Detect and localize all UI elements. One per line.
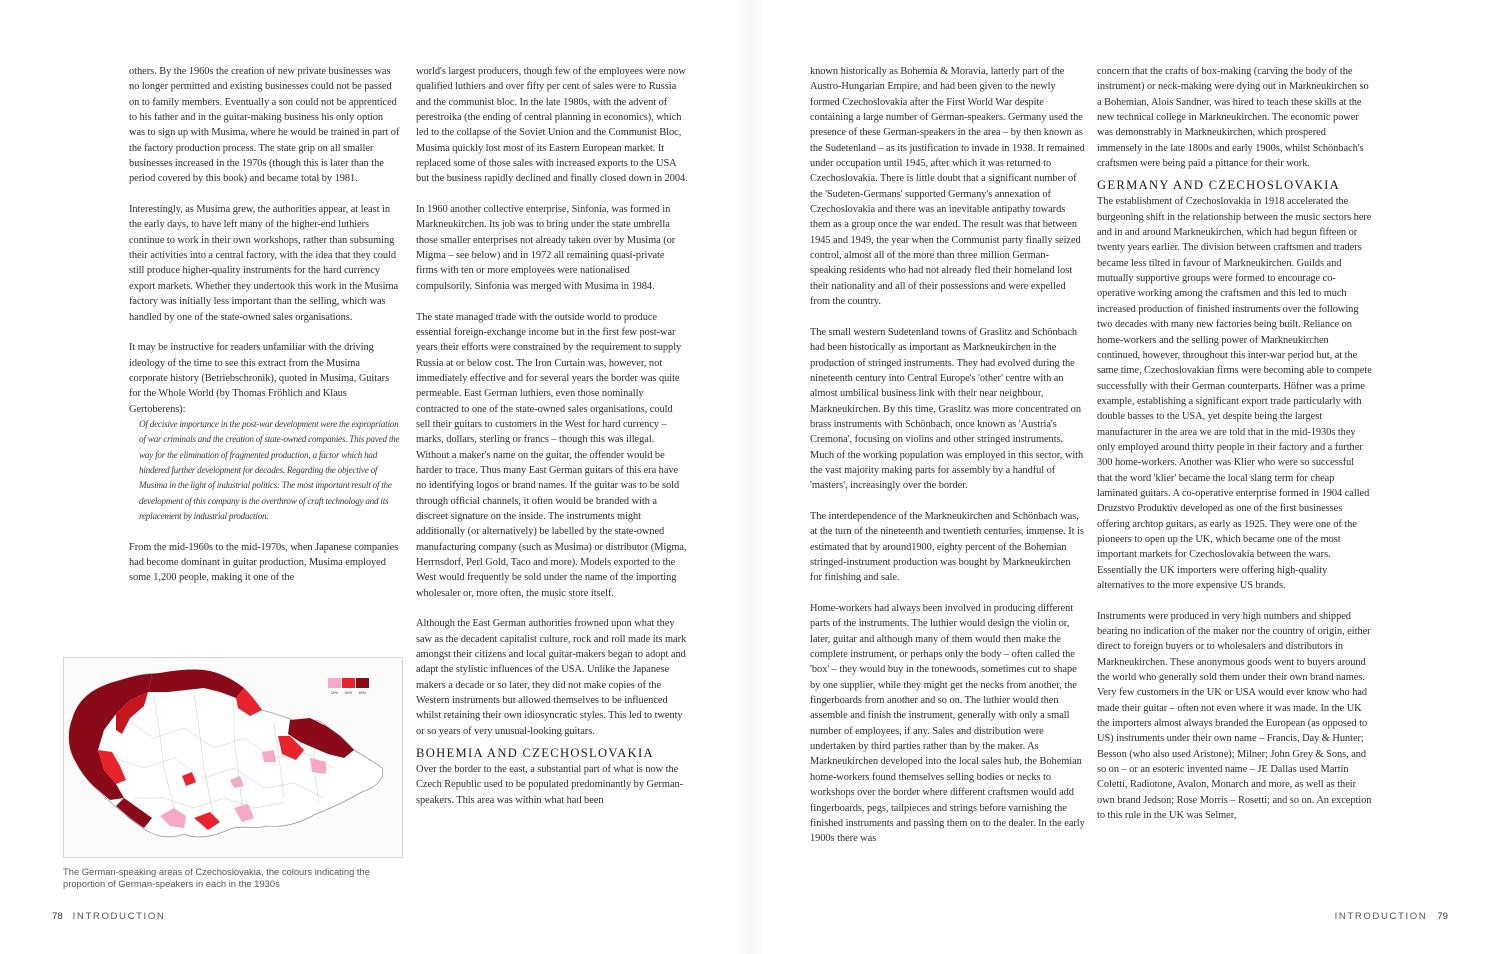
right-page-folio xyxy=(1335,911,1448,922)
paragraph: The small western Sudetenland towns of Graslitz and Schönbach had been historically as important as Markneukirchen in the production of stringed instruments. They had evolved during the nineteenth century into Central Europe's 'other' centre with an almost umbilical business link with their near neighbour, Markneukirchen. By this time, Graslitz was more concentrated on brass instruments with Schönbach, once known as 'Austria's Cremona', focusing on violins and other stringed instruments. Much of the working population was employed in this sector, with the vast majority making parts for assembly by a handful of 'masters', increasingly over the border. xyxy=(810,326,1084,492)
right-page-column-1 xyxy=(810,64,1085,862)
paragraph: It may be instructive for readers unfamiliar with the driving ideology of the time to see this extract from the Musima corporate history (Betriebschronik), quoted in Musima, Guitars for the Whole World (by Thomas Fröhlich and Klaus Gertoberens): xyxy=(129,342,390,415)
paragraph: Interestingly, as Musima grew, the authorities appear, at least in the early days, to have left many of the higher-end luthiers continue to work in their own workshops, rather than subsuming their activities into a central factory, with the idea that they could still produce higher-quality instruments for the hard currency export markets. Whether they undertook this work in the Musima factory was initially less important than the selling, which was handled by one of the state-owned sales organisations. xyxy=(129,204,399,323)
paragraph: Over the border to the east, a substantial part of what is now the Czech Republic used to be populated predominantly by German-speakers. This area was within what had been xyxy=(416,764,684,806)
legend-label: 20% xyxy=(330,691,339,695)
map-caption: The German-speaking areas of Czechoslovakia, the colours indicating the proportion of German-speakers in each in the 1930s xyxy=(63,866,370,890)
left-page-column-2 xyxy=(416,64,688,824)
paragraph: others. By the 1960s the creation of new private businesses was no longer permitted and existing businesses could not be passed on to family members. Eventually a son could not be apprenticed to his father and in the guitar-making business his only option was to sign up with Musima, where he would be trained in part of the factory production process. The state grip on all smaller businesses increased in the 1970s (though this is later than the period covered by this book) and became total by 1981. xyxy=(129,66,400,185)
region-20pct-east2 xyxy=(262,750,276,762)
page-number: 79 xyxy=(1437,911,1448,922)
paragraph: From the mid-1960s to the mid-1970s, when Japanese companies had become dominant in guitar production, Musima employed some 1,200 people, making it one of the xyxy=(129,541,399,584)
paragraph: The interdependence of the Markneukirchen and Schönbach was, at the turn of the nineteenth and twentieth centuries, immense. It is estimated that by around1900, eighty percent of the Bohemian stringed-instrument production was bought by Markneukirchen for finishing and sale. xyxy=(810,510,1084,584)
czechoslovakia-map-figure xyxy=(63,657,403,858)
running-head: INTRODUCTION xyxy=(1334,911,1428,922)
legend-label: 50% xyxy=(344,691,353,695)
paragraph: Instruments were produced in very high numbers and shipped bearing no indication of the maker nor the country of origin, either direct to foreign buyers or to wholesalers and distributors in Markneukirchen. These anonymous goods went to buyers around the world who generally sold them under their own brand names. Very few customers in the UK or USA would ever know who had made their guitar – often not even where it was made. In the UK the importers almost always branded the European (as opposed to US) instruments under their own name – Francis, Day & Hunter; Besson (who also used Aristone); Milner; John Grey & Sons, and so on – or an esoteric invented name – JE Dallas used Martin Coletti, Radiotone, Avalon, Monarch and more, as well as their own brand Jedson; Rose Morris – Rosetti; and so on. An exception to this rule in the UK was Selmer, xyxy=(1097,610,1372,822)
legend-label: 80% xyxy=(358,691,367,695)
paragraph: concern that the crafts of box-making (carving the body of the instrument) or neck-making were dying out in Markneukirchen so a Bohemian, Alois Sandner, was hired to teach these skills at the new technical college in Markneukirchen. The economic power was demonstrably in Markneukirchen, which prospered immensely in the late 1800s and early 1900s, whilst Schönbach's craftsmen were being paid a pittance for their work. xyxy=(1097,66,1369,170)
paragraph: In 1960 another collective enterprise, Sinfonia, was formed in Markneukirchen. Its job was to bring under the state umbrella those smaller enterprises not already taken over by Musima (or Migma – see below) and in 1972 all remaining quasi-private firms with ten or more employees were nationalised compulsorily. Sinfonia was merged with Musima in 1984. xyxy=(416,204,676,292)
left-page-folio xyxy=(52,911,165,922)
paragraph: known historically as Bohemia & Moravia, latterly part of the Austro-Hungarian Empire, and had been given to the newly formed Czechoslovakia after the First World War despite containing a large number of German-speakers. Germany used the presence of these German-speakers in the area – by then known as the Sudetenland – as its justification to invade in 1938. It remained under occupation until 1945, after which it was returned to Czechoslovakia. There is little doubt that a significant number of the 'Sudeten-Germans' supported Germany's annexation of Czechoslovakia and there was an inevitable antipathy towards them as a group once the war ended. The result was that between 1945 and 1949, the year when the Communist party finally seized control, almost all of the more than three million German-speaking residents who had not already fled their homeland lost their nationality and all of their possessions and were expelled from the country. xyxy=(810,66,1085,308)
section-heading: BOHEMIA AND CZECHOSLOVAKIA xyxy=(416,746,654,761)
map-legend xyxy=(328,678,369,695)
right-page-column-2 xyxy=(1097,64,1372,839)
book-gutter-shadow xyxy=(735,0,765,954)
running-head: INTRODUCTION xyxy=(72,911,166,922)
german-speakers-map xyxy=(64,658,402,857)
section-heading: GERMANY AND CZECHOSLOVAKIA xyxy=(1097,178,1341,193)
legend-swatch xyxy=(342,678,355,688)
legend-swatch xyxy=(356,678,369,688)
block-quote: Of decisive importance in the post-war development were the expropriation of war criminals and the creation of state-owned companies. This paved the way for the elimination of fragmented production, a factor which had hindered further development for decades. Regarding the objective of Musima in the light of industrial politics: The most important result of the development of this company is the overthrow of craft technology and its replacement by industrial production. xyxy=(139,418,400,521)
paragraph: Home-workers had always been involved in producing different parts of the instruments. The luthier would design the violin or, later, guitar and although many of them would then make the complete instrument, or perhaps only the body – often called the 'box' – they would buy in the tonewoods, sometimes cut to shape by one supplier, while they might get the necks from another, the fingerboards from another and so on. The luthier would then assemble and finish the instrument, generally with only a small number of employees, if any. Sales and distribution were undertaken by third parties rather than by the maker. As Markneukirchen developed into the local sales hub, the Bohemian home-workers found themselves selling bodies or necks to workshops over the border where different craftsmen would add fingerboards, pegs, tailpieces and strings before varnishing the finished instruments and passing them on to the dealer. In the early 1900s there was xyxy=(810,603,1085,845)
legend-swatch xyxy=(328,678,341,688)
paragraph: Although the East German authorities frowned upon what they saw as the decadent capitalist culture, rock and roll made its mark amongst their citizens and local guitar-makers began to adopt and adapt the stylistic influences of the USA. Unlike the Japanese makers a decade or so later, they did not make copies of the Western instruments but allowed themselves to be influenced whilst retaining their own idiosyncratic styles. This led to twenty or so years of very unusual-looking guitars. xyxy=(416,618,687,737)
page-number: 78 xyxy=(52,911,63,922)
paragraph: The establishment of Czechoslovakia in 1918 accelerated the burgeoning shift in the relationship between the music sectors here and in and around Markneukirchen, which had begun fifteen or twenty years earlier. The division between craftsmen and traders became less tilted in favour of Markneukirchen. Guilds and mutually supportive groups were formed to encourage co-operative working among the craftsmen and this led to much increased production of finished instruments over the following two decades with many new factories being built. Reliance on home-workers and the selling power of Markneukirchen continued, however, throughout this inter-war period but, at the same time, Czechoslovakian firms were becoming able to compete successfully with their German counterparts. Höfner was a prime example, establishing a significant export trade particularly with double basses to the USA, yet despite being the largest manufacturer in the area we are told that in the mid-1930s they only employed around thirty people in their factory and a further 300 home-workers. Another was Klier who were so successful that the word 'klier' became the local slang term for cheap laminated guitars. A co-operative enterprise formed in 1904 called Druzstvo Produktiv developed as one of the first businesses offering archtop guitars, as early as 1925. They were one of the pioneers to open up the UK, which became one of the most important markets for Czechoslovakia between the wars. Essentially the UK importers were offering high-quality alternatives to the more expensive US brands. xyxy=(1097,196,1372,591)
paragraph: world's largest producers, though few of the employees were now qualified luthiers and over fifty per cent of sales were to Russia and the communist bloc. In the late 1980s, with the advent of perestroika (the ending of central planning in economics), which led to the collapse of the Soviet Union and the Communist Bloc, Musima quickly lost most of its Eastern European market. It replaced some of those sales with increased exports to the USA but the business rapidly declined and finally closed down in 2004. xyxy=(416,66,688,185)
paragraph: The state managed trade with the outside world to produce essential foreign-exchange income but in the first few post-war years their efforts were constrained by the requirement to supply Russia at or below cost. The Iron Curtain was, however, not immediately effective and for several years the border was quite permeable. East German luthiers, even those nominally contracted to one of the state-owned sales organisations, could sell their guitars to customers in the West for hard currency – marks, dollars, sterling or francs – though this was illegal. Without a maker's name on the guitar, the offender would be harder to trace. Thus many East German guitars of this era have no identifying logos or brand names. If the guitar was to be sold through official channels, it often would be branded with a discreet signature on the inside. The instruments might additionally (or alternatively) be labelled by the state-owned manufacturing company (such as Musima) or distributor (Migma, Herrnsdorf, Perl Gold, Taco and more). Models exported to the West would frequently be sold under the name of the importing wholesaler or, more often, the music store itself. xyxy=(416,311,687,599)
left-page-column-1 xyxy=(129,64,401,601)
